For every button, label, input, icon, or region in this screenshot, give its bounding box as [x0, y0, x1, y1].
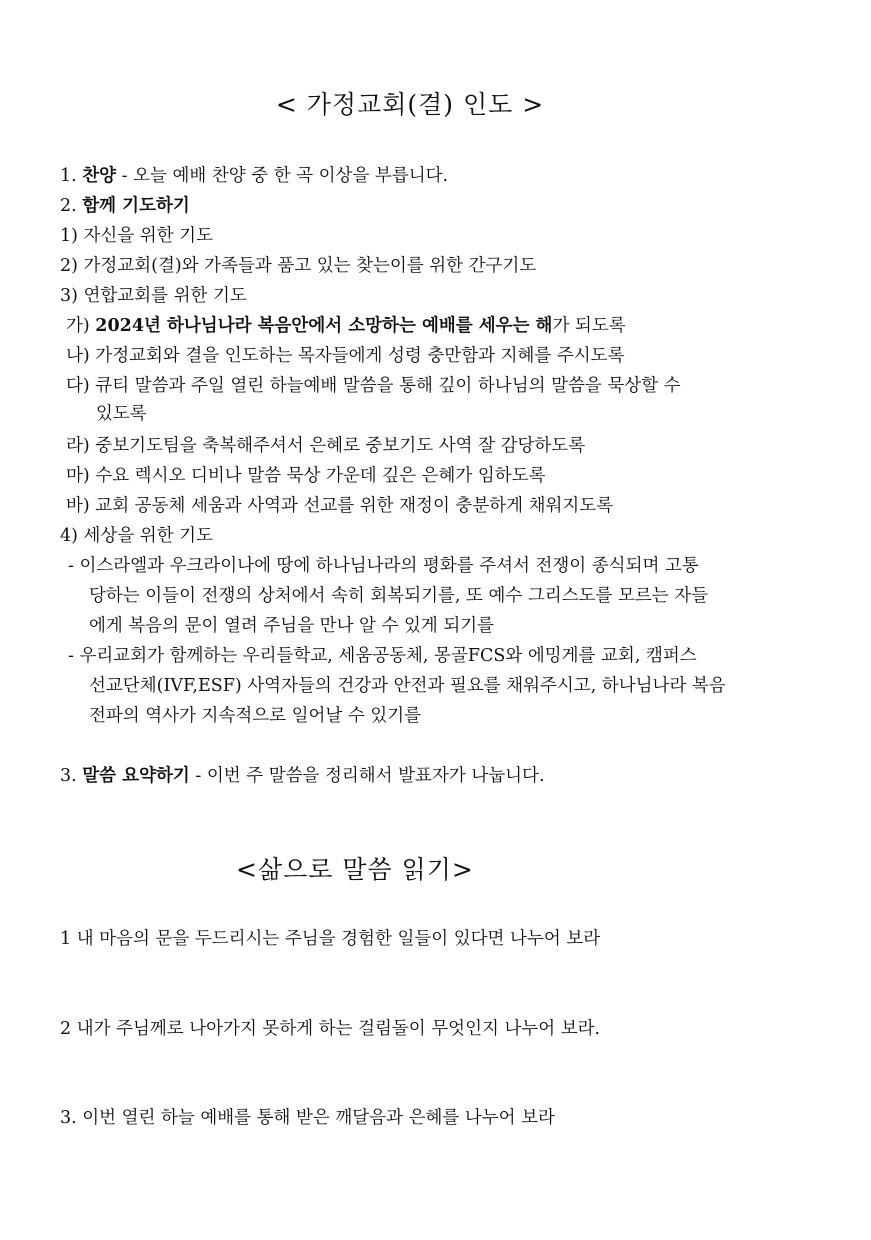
section-heading: 함께 기도하기 [82, 196, 190, 216]
section-heading: 말씀 요약하기 [82, 766, 190, 786]
section-praise [60, 165, 448, 187]
world-prayer-1-cont: 당하는 이들이 전쟁의 상처에서 속히 회복되기를, 또 예수 그리스도를 모르는 자들 [89, 586, 709, 606]
item-emphasis: 2024년 하나님나라 복음안에서 소망하는 예배를 세우는 해 [95, 316, 553, 336]
section-number: 2. [60, 196, 77, 216]
page-title: < 가정교회(결) 인도 > [275, 90, 545, 119]
prayer-item-2: 2) 가정교회(결)와 가족들과 품고 있는 찾는이를 위한 간구기도 [60, 256, 537, 276]
world-prayer-2-cont: 전파의 역사가 지속적으로 일어날 수 있기를 [89, 706, 422, 726]
question-1: 1 내 마음의 문을 두드리시는 주님을 경험한 일들이 있다면 나누어 보라 [60, 929, 601, 949]
item-marker: 가) [66, 316, 96, 336]
item-text: 가 되도록 [552, 316, 626, 336]
church-prayer-da: 다) 큐티 말씀과 주일 열린 하늘예배 말씀을 통해 깊이 하나님의 말씀을 묵상할 수 [66, 376, 681, 396]
section-text: - 오늘 예배 찬양 중 한 곡 이상을 부릅니다. [116, 166, 449, 186]
church-prayer-ba: 바) 교회 공동체 세움과 사역과 선교를 위한 재정이 충분하게 채워지도록 [66, 496, 614, 516]
church-prayer-na: 나) 가정교회와 결을 인도하는 목자들에게 성령 충만함과 지혜를 주시도록 [66, 346, 625, 366]
prayer-item-4: 4) 세상을 위한 기도 [60, 526, 213, 546]
world-prayer-1-cont: 에게 복음의 문이 열려 주님을 만나 알 수 있게 되기를 [89, 616, 495, 636]
church-prayer-ga [66, 315, 626, 337]
world-prayer-2-cont: 선교단체(IVF,ESF) 사역자들의 건강과 안전과 필요를 채워주시고, 하나님나라 복음 [89, 676, 726, 696]
section-number: 1. [60, 166, 77, 186]
section-number: 3. [60, 766, 77, 786]
subtitle: <삶으로 말씀 읽기> [236, 855, 474, 884]
prayer-item-3: 3) 연합교회를 위한 기도 [60, 286, 247, 306]
church-prayer-da-cont: 있도록 [96, 404, 147, 424]
section-summary [60, 765, 545, 787]
section-text: - 이번 주 말씀을 정리해서 발표자가 나눕니다. [189, 766, 545, 786]
prayer-item-1: 1) 자신을 위한 기도 [60, 226, 213, 246]
section-heading: 찬양 [82, 166, 117, 186]
section-prayer [60, 195, 190, 217]
question-2: 2 내가 주님께로 나아가지 못하게 하는 걸림돌이 무엇인지 나누어 보라. [60, 1019, 601, 1039]
world-prayer-1: - 이스라엘과 우크라이나에 땅에 하나님나라의 평화를 주셔서 전쟁이 종식되며 고통 [68, 556, 699, 576]
church-prayer-ma: 마) 수요 렉시오 디비나 말씀 묵상 가운데 깊은 은혜가 임하도록 [66, 466, 546, 486]
church-prayer-ra: 라) 중보기도팀을 축복해주셔서 은혜로 중보기도 사역 잘 감당하도록 [66, 436, 586, 456]
question-3: 3. 이번 열린 하늘 예배를 통해 받은 깨달음과 은혜를 나누어 보라 [60, 1108, 555, 1128]
world-prayer-2: - 우리교회가 함께하는 우리들학교, 세움공동체, 몽골FCS와 에밍게를 교회, 캠퍼스 [68, 646, 697, 666]
